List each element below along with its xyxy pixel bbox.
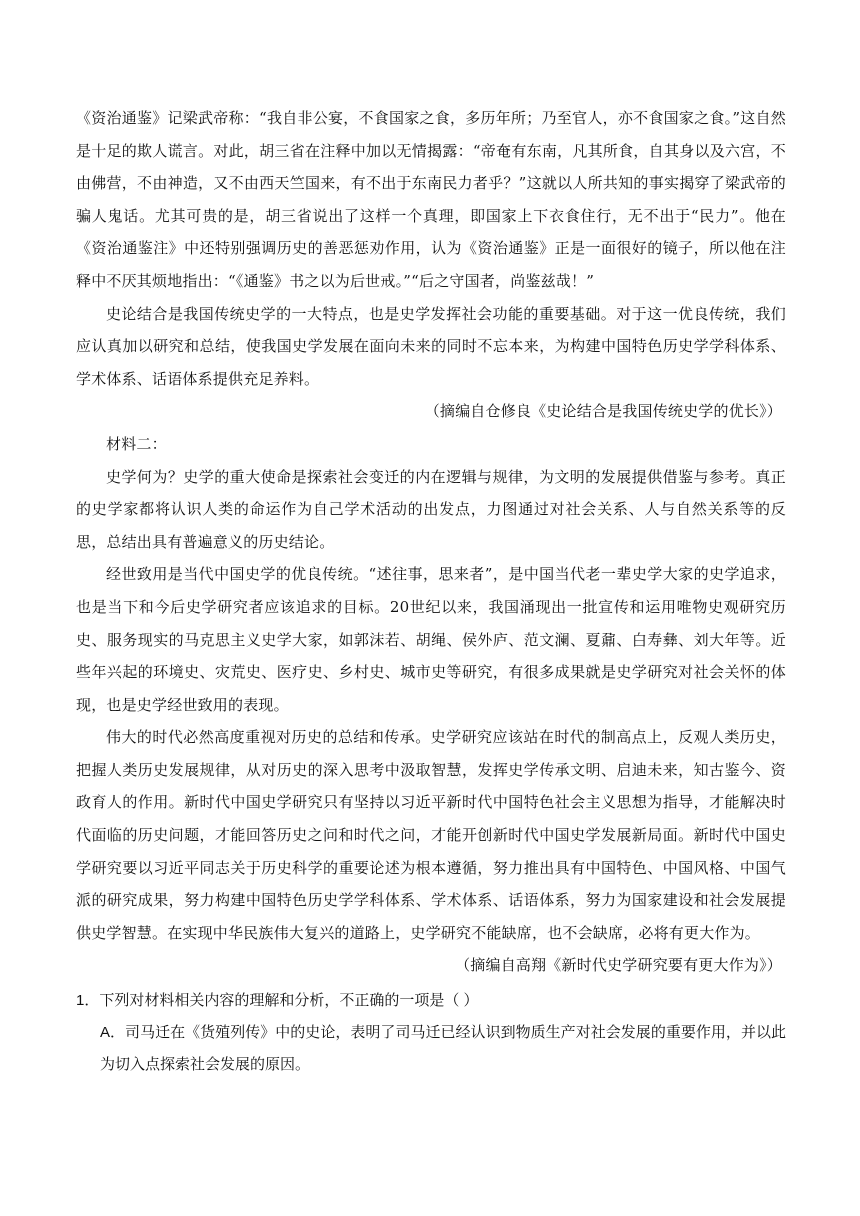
material-two-paragraph-1: 史学何为？史学的重大使命是探索社会变迁的内在逻辑与规律，为文明的发展提供借鉴与参考。真正的史学家都将认识人类的命运作为自己学术活动的出发点，力图通过对社会关系、人与自然关系等的反思，总结出具有普遍意义的历史结论。	[76, 467, 786, 551]
material-one-paragraph-1: 《资治通鉴》记梁武帝称：“我自非公宴，不食国家之食，多历年所；乃至官人，亦不食国家之食。”这自然是十足的欺人谎言。对此，胡三省在注释中加以无情揭露：“帝奄有东南，凡其所食，自其身以及六宫，不由佛营，不由神造，又不由西天竺国来，有不出于东南民力者乎？”这就以人所共知的事实揭穿了梁武帝的骗人鬼话。尤其可贵的是，胡三省说出了这样一个真理，即国家上下衣食住行，无不出于“民力”。他在《资治通鉴注》中还特别强调历史的善恶惩劝作用，认为《资治通鉴》正是一面很好的镜子，所以他在注释中不厌其烦地指出：“《通鉴》书之以为后世戒。”“后之守国者，尚鉴兹哉！”	[76, 109, 786, 290]
material-two-label: 材料二：	[106, 434, 167, 453]
document-content	[76, 102, 786, 1081]
question-1-stem: 1．下列对材料相关内容的理解和分析，不正确的一项是（ ）	[76, 992, 479, 1010]
material-two-paragraph-2: 经世致用是当代中国史学的优良传统。“述往事，思来者”，是中国当代老一辈史学大家的史学追求，也是当下和今后史学研究者应该追求的目标。20世纪以来，我国涌现出一批宣传和运用唯物史观研究历史、服务现实的马克思主义史学大家，如郭沫若、胡绳、侯外庐、范文澜、夏鼐、白寿彝、刘大年等。近些年兴起的环境史、灾荒史、医疗史、乡村史、城市史等研究，有很多成果就是史学研究对社会关怀的体现，也是史学经世致用的表现。	[76, 565, 786, 714]
question-1-option-a: A．司马迁在《货殖列传》中的史论，表明了司马迁已经认识到物质生产对社会发展的重要作用，并以此为切入点探索社会发展的原因。	[100, 1024, 786, 1074]
material-one-paragraph-2: 史论结合是我国传统史学的一大特点，也是史学发挥社会功能的重要基础。对于这一优良传统，我们应认真加以研究和总结，使我国史学发展在面向未来的同时不忘本来，为构建中国特色历史学学科体系、学术体系、话语体系提供充足养料。	[76, 304, 786, 388]
material-one-source: （摘编自仓修良《史论结合是我国传统史学的优长》）	[424, 402, 782, 421]
material-two-source: （摘编自高翔《新时代史学研究要有更大作为》）	[455, 956, 782, 975]
material-two-paragraph-3: 伟大的时代必然高度重视对历史的总结和传承。史学研究应该站在时代的制高点上，反观人类历史，把握人类历史发展规律，从对历史的深入思考中汲取智慧，发挥史学传承文明、启迪未来，知古鉴今、资政育人的作用。新时代中国史学研究只有坚持以习近平新时代中国特色社会主义思想为指导，才能解决时代面临的历史问题，才能回答历史之问和时代之问，才能开创新时代中国史学发展新局面。新时代中国史学研究要以习近平同志关于历史科学的重要论述为根本遵循，努力推出具有中国特色、中国风格、中国气派的研究成果，努力构建中国特色历史学学科体系、学术体系、话语体系，努力为国家建设和社会发展提供史学智慧。在实现中华民族伟大复兴的道路上，史学研究不能缺席，也不会缺席，必将有更大作为。	[76, 728, 786, 942]
